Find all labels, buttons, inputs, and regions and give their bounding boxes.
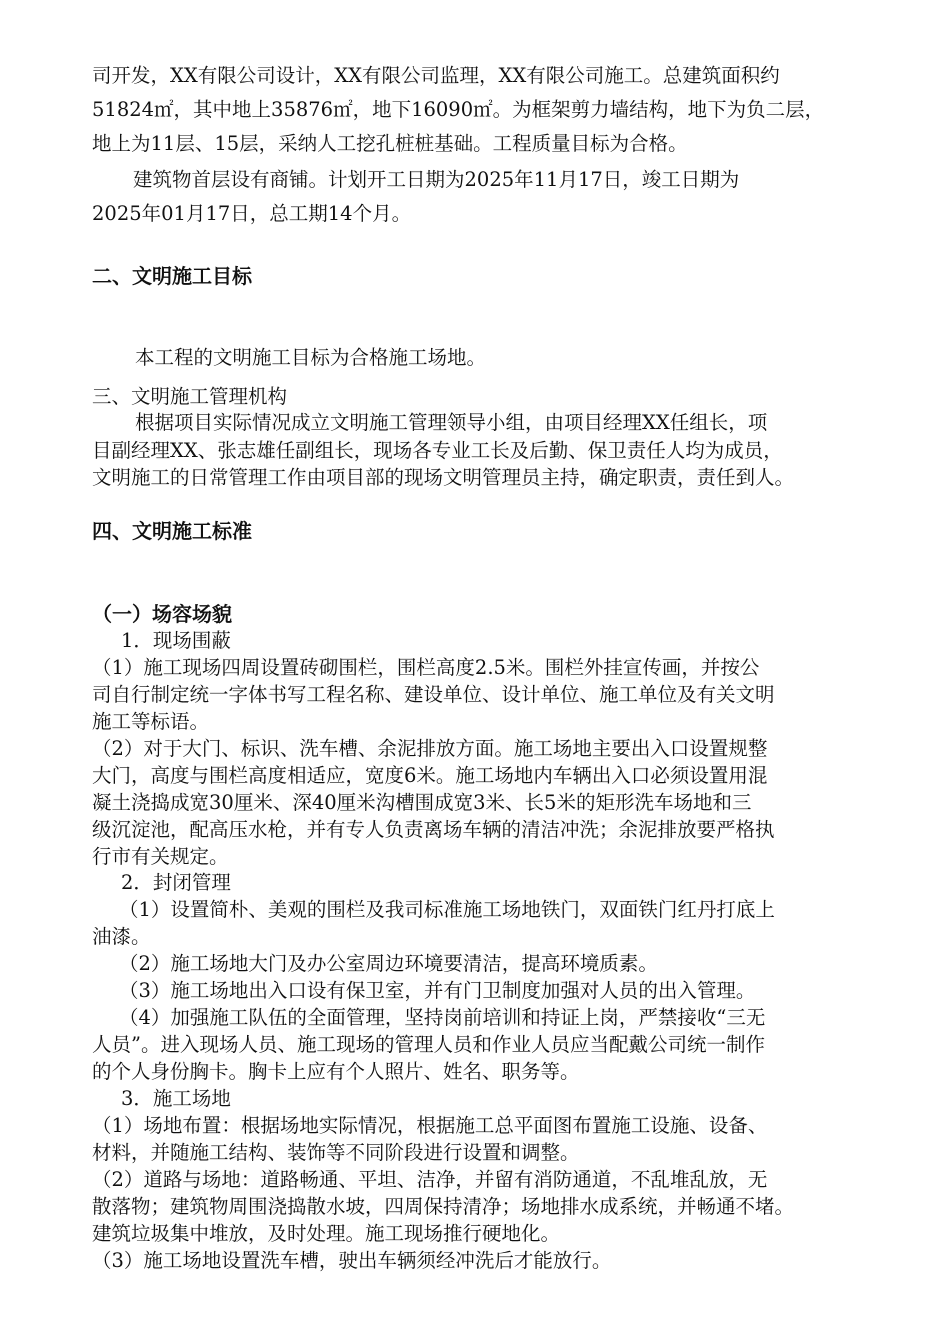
section-heading: 三、文明施工管理机构 bbox=[92, 385, 288, 408]
paragraph-line: 散落物；建筑物周围浇捣散水坡，四周保持清净；场地排水成系统，并畅通不堵。 bbox=[92, 1195, 795, 1218]
item-heading: 2．封闭管理 bbox=[121, 871, 231, 894]
paragraph-line: 材料，并随施工结构、装饰等不同阶段进行设置和调整。 bbox=[92, 1141, 580, 1164]
paragraph-line: （3）施工场地出入口设有保卫室，并有门卫制度加强对人员的出入管理。 bbox=[119, 979, 756, 1002]
paragraph-line: （1）设置简朴、美观的围栏及我司标准施工场地铁门，双面铁门红丹打底上 bbox=[119, 898, 775, 921]
paragraph-line: （3）施工场地设置洗车槽，驶出车辆须经冲洗后才能放行。 bbox=[92, 1249, 612, 1272]
paragraph-line: 人员”。进入现场人员、施工现场的管理人员和作业人员应当配戴公司统一制作 bbox=[92, 1033, 765, 1056]
paragraph-line: 根据项目实际情况成立文明施工管理领导小组，由项目经理XX任组长，项 bbox=[135, 411, 768, 434]
paragraph-line: （2）道路与场地：道路畅通、平坦、洁净，并留有消防通道，不乱堆乱放，无 bbox=[92, 1168, 768, 1191]
paragraph-line: 行市有关规定。 bbox=[92, 845, 229, 868]
paragraph-line: 文明施工的日常管理工作由项目部的现场文明管理员主持，确定职责，责任到人。 bbox=[92, 466, 795, 489]
item-heading: 1．现场围蔽 bbox=[121, 629, 231, 652]
paragraph-line: （4）加强施工队伍的全面管理，坚持岗前培训和持证上岗，严禁接收“三无 bbox=[119, 1006, 766, 1029]
paragraph-line: （1）施工现场四周设置砖砌围栏，围栏高度2.5米。围栏外挂宣传画，并按公 bbox=[92, 656, 760, 679]
paragraph-line: 级沉淀池，配高压水枪，并有专人负责离场车辆的清洁冲洗；余泥排放要严格执 bbox=[92, 818, 775, 841]
paragraph-line: （2）施工场地大门及办公室周边环境要清洁，提高环境质素。 bbox=[119, 952, 658, 975]
paragraph-line: 2025年01月17日，总工期14个月。 bbox=[92, 202, 412, 225]
subsection-heading: （一）场容场貌 bbox=[92, 602, 232, 626]
paragraph-line: 地上为11层、15层，采纳人工挖孔桩桩基础。工程质量目标为合格。 bbox=[92, 132, 688, 155]
paragraph-line: 建筑物首层设有商铺。计划开工日期为2025年11月17日，竣工日期为 bbox=[133, 168, 740, 191]
paragraph-line: 建筑垃圾集中堆放，及时处理。施工现场推行硬地化。 bbox=[92, 1222, 561, 1245]
section-heading: 二、文明施工目标 bbox=[92, 264, 252, 288]
paragraph-line: 油漆。 bbox=[92, 925, 151, 948]
section-heading: 四、文明施工标准 bbox=[92, 519, 252, 543]
item-heading: 3．施工场地 bbox=[121, 1087, 231, 1110]
paragraph-line: 施工等标语。 bbox=[92, 710, 210, 733]
paragraph-line: （2）对于大门、标识、洗车槽、余泥排放方面。施工场地主要出入口设置规整 bbox=[92, 737, 768, 760]
paragraph-line: 大门，高度与围栏高度相适应，宽度6米。施工场地内车辆出入口必须设置用混 bbox=[92, 764, 768, 787]
paragraph-line: 司开发，XX有限公司设计，XX有限公司监理，XX有限公司施工。总建筑面积约 bbox=[92, 64, 780, 87]
paragraph-line: 的个人身份胸卡。胸卡上应有个人照片、姓名、职务等。 bbox=[92, 1060, 580, 1083]
paragraph-line: 司自行制定统一字体书写工程名称、建设单位、设计单位、施工单位及有关文明 bbox=[92, 683, 775, 706]
paragraph-line: （1）场地布置：根据场地实际情况，根据施工总平面图布置施工设施、设备、 bbox=[92, 1114, 768, 1137]
paragraph-line: 本工程的文明施工目标为合格施工场地。 bbox=[135, 346, 487, 369]
paragraph-line: 目副经理XX、张志雄任副组长，现场各专业工长及后勤、保卫责任人均为成员， bbox=[92, 439, 783, 462]
paragraph-line: 51824㎡，其中地上35876㎡，地下16090㎡。为框架剪力墙结构，地下为负二层， bbox=[92, 98, 825, 121]
paragraph-line: 凝土浇捣成宽30厘米、深40厘米沟槽围成宽3米、长5米的矩形洗车场地和三 bbox=[92, 791, 752, 814]
